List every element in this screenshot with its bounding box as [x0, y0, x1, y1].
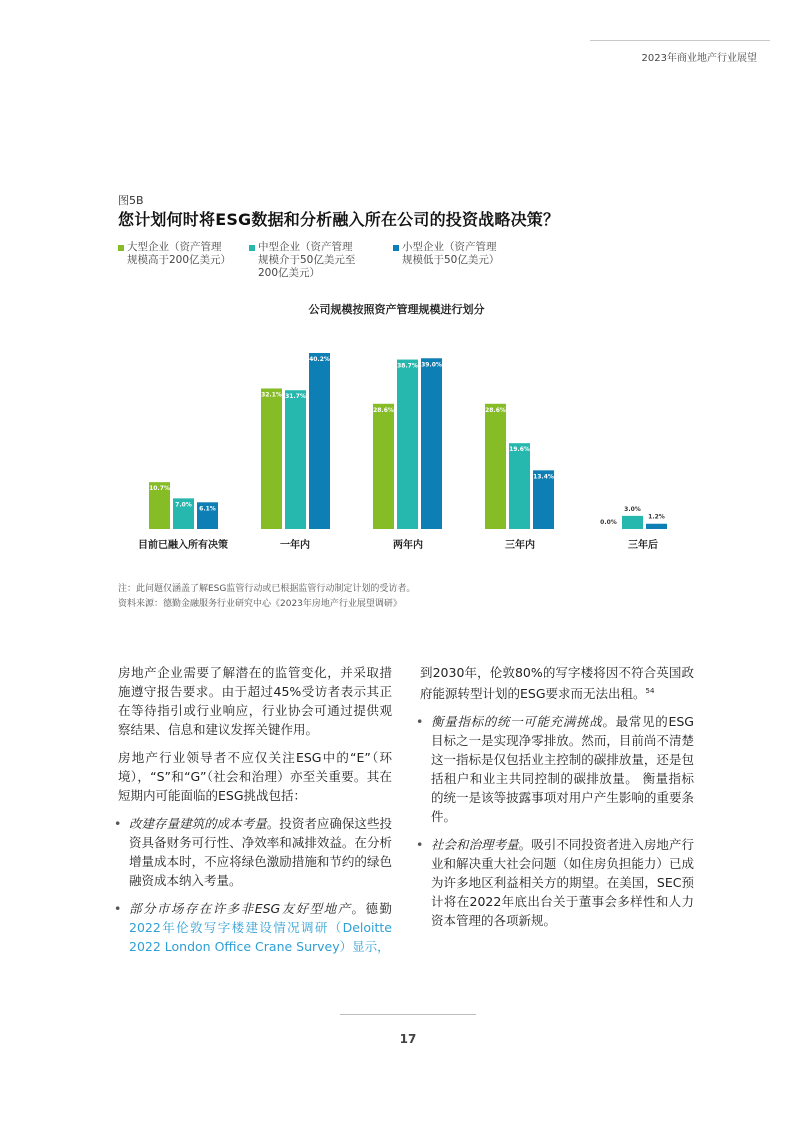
- category-label-3: 三年内: [505, 540, 535, 551]
- legend-text: 规模高于200亿美元）: [127, 254, 232, 266]
- data-label-4-1: 3.0%: [624, 505, 641, 513]
- bullet-title: 部分市场存在许多非ESG友好型地产: [129, 901, 352, 916]
- footnote-ref[interactable]: 54: [645, 687, 655, 695]
- legend-text: 小型企业（资产管理: [402, 241, 497, 253]
- data-label-1-0: 32.1%: [261, 391, 282, 399]
- legend-text: 规模介于50亿美元至: [258, 254, 356, 266]
- bullet-dot: •: [114, 901, 122, 916]
- bullet-text: 。德勤: [351, 901, 392, 916]
- paragraph: 房地产行业领导者不应仅关注ESG中的“E”（环境），“S”和“G”（社会和治理）亦至关重要。其在短期内可能面临的ESG挑战包括：: [118, 750, 392, 803]
- bullet-title: 改建存量建筑的成本考量: [129, 816, 267, 831]
- bar-4-2: [646, 524, 667, 529]
- figure-title: 您计划何时将ESG数据和分析融入所在公司的投资战略决策？: [118, 210, 560, 229]
- bullet-dot: •: [114, 816, 122, 831]
- bullet-item: [114, 899, 392, 956]
- data-label-4-0: 0.0%: [600, 519, 617, 526]
- data-label-1-2: 40.2%: [309, 356, 330, 363]
- figure-label: 图5B: [118, 194, 144, 207]
- footer-rule: [340, 1014, 476, 1015]
- bullet-item: [114, 814, 392, 890]
- data-label-0-2: 6.1%: [199, 505, 216, 513]
- bullet-item: [416, 712, 694, 826]
- bullet-dot: •: [416, 837, 424, 853]
- category-label-1: 一年内: [280, 540, 310, 551]
- bar-3-0: [485, 404, 506, 529]
- legend-text: 大型企业（资产管理: [127, 241, 222, 253]
- bar-3-1: [509, 443, 530, 529]
- survey-link[interactable]: 2022年伦敦写字楼建设情况调研（Deloitte 2022 London Office Crane Survey）显示，: [129, 920, 392, 954]
- paragraph: [420, 663, 694, 703]
- bullet-text: 。吸引不同投资者进入房地产行业和解决重大社会问题（如住房负担能力）已成为许多地区利益相关方的期望。在美国，SEC预计将在2022年底出台关于董事会多样性和人力资本管理的各项新规。: [431, 837, 694, 929]
- data-label-4-2: 1.2%: [648, 513, 665, 521]
- bullet-title: 衡量指标的统一可能充满挑战: [431, 714, 603, 730]
- data-label-3-0: 28.6%: [485, 406, 506, 414]
- data-label-2-1: 38.7%: [397, 362, 418, 370]
- data-label-1-1: 31.7%: [285, 393, 306, 401]
- bar-1-2: [309, 353, 330, 529]
- bullet-item: [416, 835, 694, 930]
- source-text: 资料来源：德勤金融服务行业研究中心《2023年房地产行业展望调研》: [118, 599, 402, 609]
- bullet-text: 。最常见的ESG目标之一是实现净零排放。然而，目前尚不清楚这一指标是仅包括业主控制的碳排放量，还是包括租户和业主共同控制的碳排放量。 衡量指标的统一是该等披露事项对用户产生影响的重要条件。: [431, 714, 694, 825]
- bullet-text: 。投资者应确保这些投资具备财务可行性、净效率和减排效益。在分析增量成本时，不应将绿色激励措施和节约的绿色融资成本纳入考量。: [129, 816, 392, 888]
- category-label-4: 三年后: [628, 540, 658, 551]
- data-label-0-0: 10.7%: [149, 485, 170, 493]
- data-label-2-0: 28.6%: [373, 406, 394, 414]
- paragraph: 房地产企业需要了解潜在的监管变化，并采取措施遵守报告要求。由于超过45%受访者表示其正在等待指引或行业响应，行业协会可通过提供观察结果、信息和建议发挥关键作用。: [118, 665, 392, 737]
- legend-text: 规模低于50亿美元）: [402, 254, 500, 266]
- right-column: [416, 663, 694, 939]
- page-number: 17: [399, 1032, 417, 1046]
- category-label-0: 目前已融入所有决策: [138, 540, 228, 551]
- paragraph-text: 到2030年，伦敦80%的写字楼将因不符合英国政府能源转型计划的ESG要求而无法出租。: [420, 665, 694, 702]
- running-header: 2023年商业地产行业展望: [641, 53, 757, 64]
- left-column: [114, 663, 392, 965]
- bar-2-2: [421, 358, 442, 529]
- bar-4-1: [622, 516, 643, 529]
- bar-2-1: [397, 360, 418, 529]
- bullet-title: 社会和治理考量: [431, 837, 519, 853]
- note-text: 注：此问题仅涵盖了解ESG监管行动或已根据监管行动制定计划的受访者。: [118, 584, 416, 594]
- data-label-2-2: 39.0%: [421, 361, 442, 369]
- chart-subtitle: 公司规模按照资产管理规模进行划分: [308, 303, 485, 316]
- bar-1-1: [285, 390, 306, 529]
- data-label-3-2: 13.4%: [533, 473, 554, 481]
- bar-2-0: [373, 404, 394, 529]
- data-label-0-1: 7.0%: [175, 501, 192, 509]
- legend-text: 中型企业（资产管理: [258, 241, 353, 253]
- figure-notes: [118, 582, 415, 612]
- legend-text: 200亿美元）: [258, 267, 321, 279]
- category-label-2: 两年内: [393, 540, 423, 551]
- bullet-dot: •: [416, 714, 424, 730]
- bar-1-0: [261, 388, 282, 529]
- data-label-3-1: 19.6%: [509, 446, 530, 454]
